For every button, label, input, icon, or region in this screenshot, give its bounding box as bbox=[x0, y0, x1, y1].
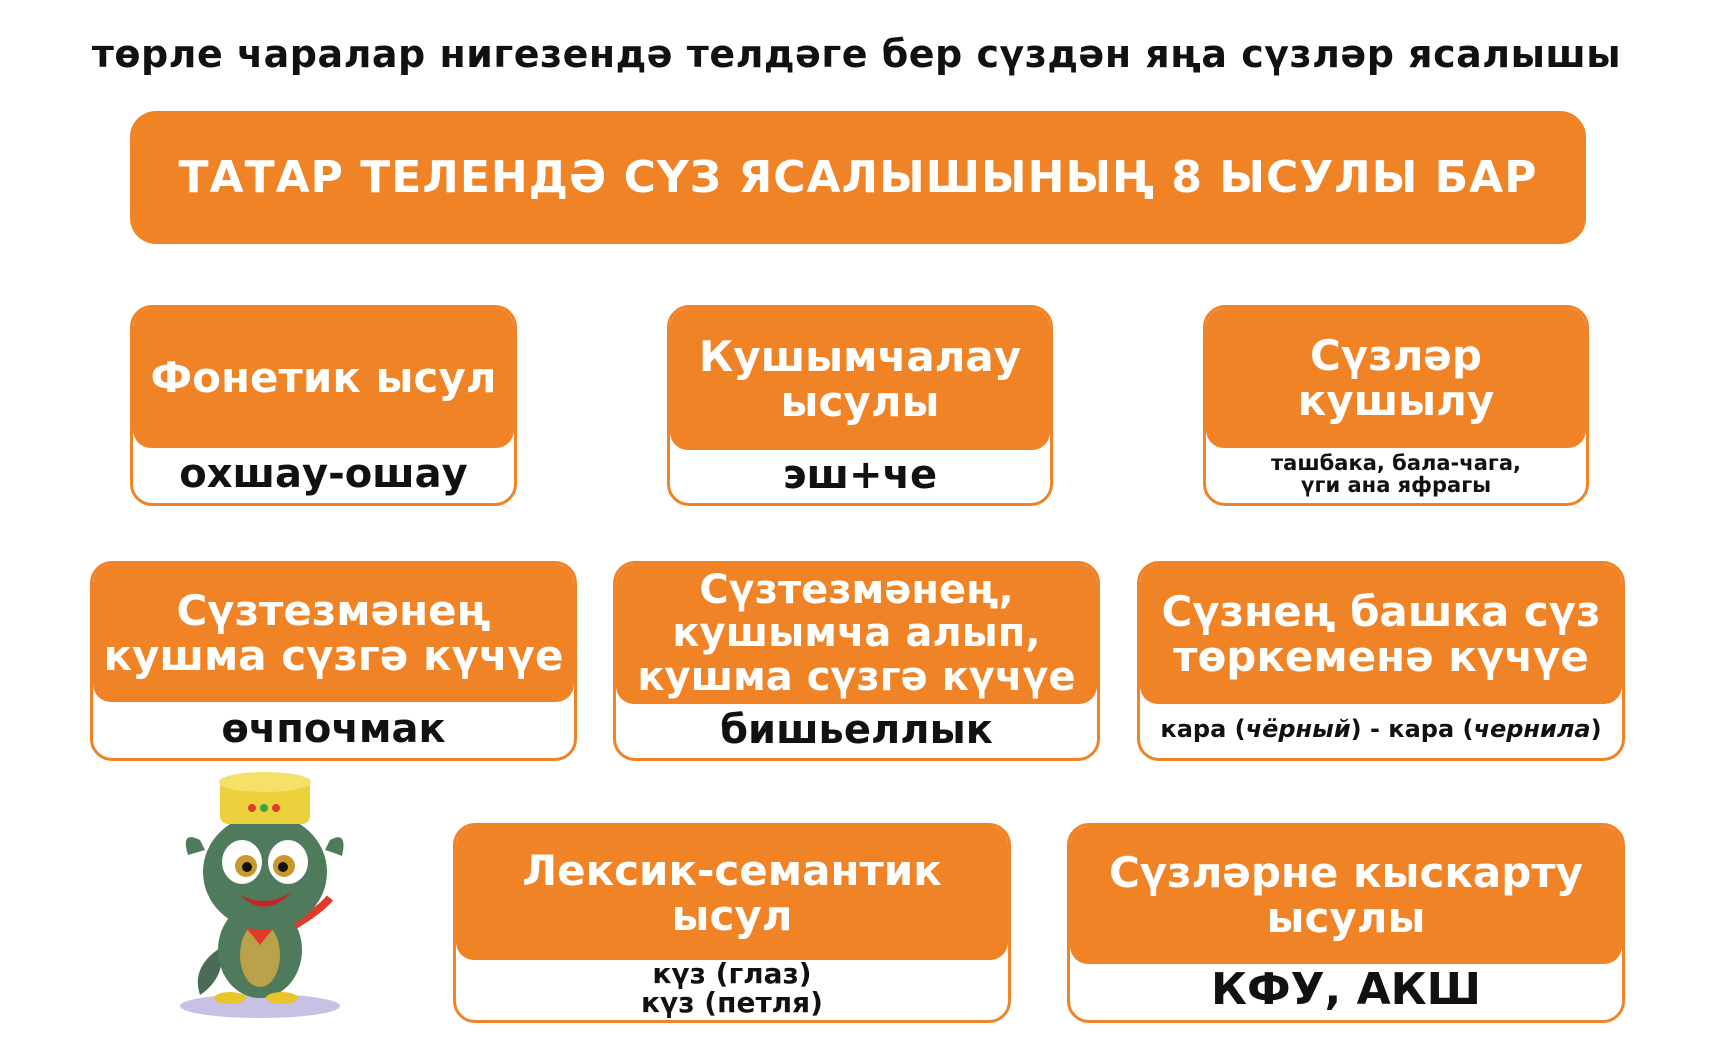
card-phonetic bbox=[130, 305, 517, 506]
card-example: охшау-ошау bbox=[179, 451, 468, 497]
card-example: бишьеллык bbox=[720, 707, 993, 753]
card-example bbox=[1206, 445, 1586, 503]
card-heading: Фонетик ысул bbox=[133, 308, 514, 448]
card-heading: Лексик-семантик ысул bbox=[456, 826, 1008, 960]
example-text: кара ( bbox=[1160, 715, 1246, 744]
example-translation: чернила bbox=[1473, 715, 1591, 744]
banner: ТАТАР ТЕЛЕНДӘ СҮЗ ЯСАЛЫШЫНЫҢ 8 ЫСУЛЫ БАР bbox=[130, 111, 1586, 244]
card-heading: Сүзтезмәнең, кушымча алып, кушма сүзгә күчүе bbox=[616, 564, 1097, 704]
card-phrase-to-compound bbox=[90, 561, 577, 761]
example-text: ) bbox=[1590, 715, 1602, 744]
card-suffixation bbox=[667, 305, 1053, 506]
card-heading: Сүзнең башка сүз төркеменә күчүе bbox=[1140, 564, 1622, 704]
example-text: ) - кара ( bbox=[1350, 715, 1474, 744]
card-example: КФУ, АКШ bbox=[1211, 963, 1481, 1015]
example-line: үги ана яфрагы bbox=[1300, 473, 1492, 497]
example-translation: чёрный bbox=[1245, 715, 1351, 744]
example-line: күз (петля) bbox=[641, 986, 823, 1019]
card-conversion bbox=[1137, 561, 1625, 761]
card-heading: Кушымчалау ысулы bbox=[670, 308, 1050, 450]
example-line: күз (глаз) bbox=[652, 956, 812, 990]
card-heading: Сүзләрне кыскарту ысулы bbox=[1070, 826, 1622, 964]
card-abbreviation bbox=[1067, 823, 1625, 1023]
card-phrase-with-suffix bbox=[613, 561, 1100, 761]
card-example bbox=[456, 956, 1008, 1020]
card-heading: Сүзләр кушылу bbox=[1206, 308, 1586, 448]
example-line: ташбака, бала-чага, bbox=[1270, 450, 1521, 475]
card-example: өчпочмак bbox=[221, 706, 446, 752]
card-lexical-semantic bbox=[453, 823, 1011, 1023]
dragon-mascot-icon bbox=[170, 770, 350, 1020]
card-compounding bbox=[1203, 305, 1589, 506]
card-example: эш+че bbox=[782, 452, 938, 498]
card-heading: Сүзтезмәнең кушма сүзгә күчүе bbox=[93, 564, 574, 702]
page-title: төрле чаралар нигезендә телдәге бер сүздән яңа сүзләр ясалышы bbox=[91, 32, 1622, 76]
card-example bbox=[1140, 702, 1622, 758]
